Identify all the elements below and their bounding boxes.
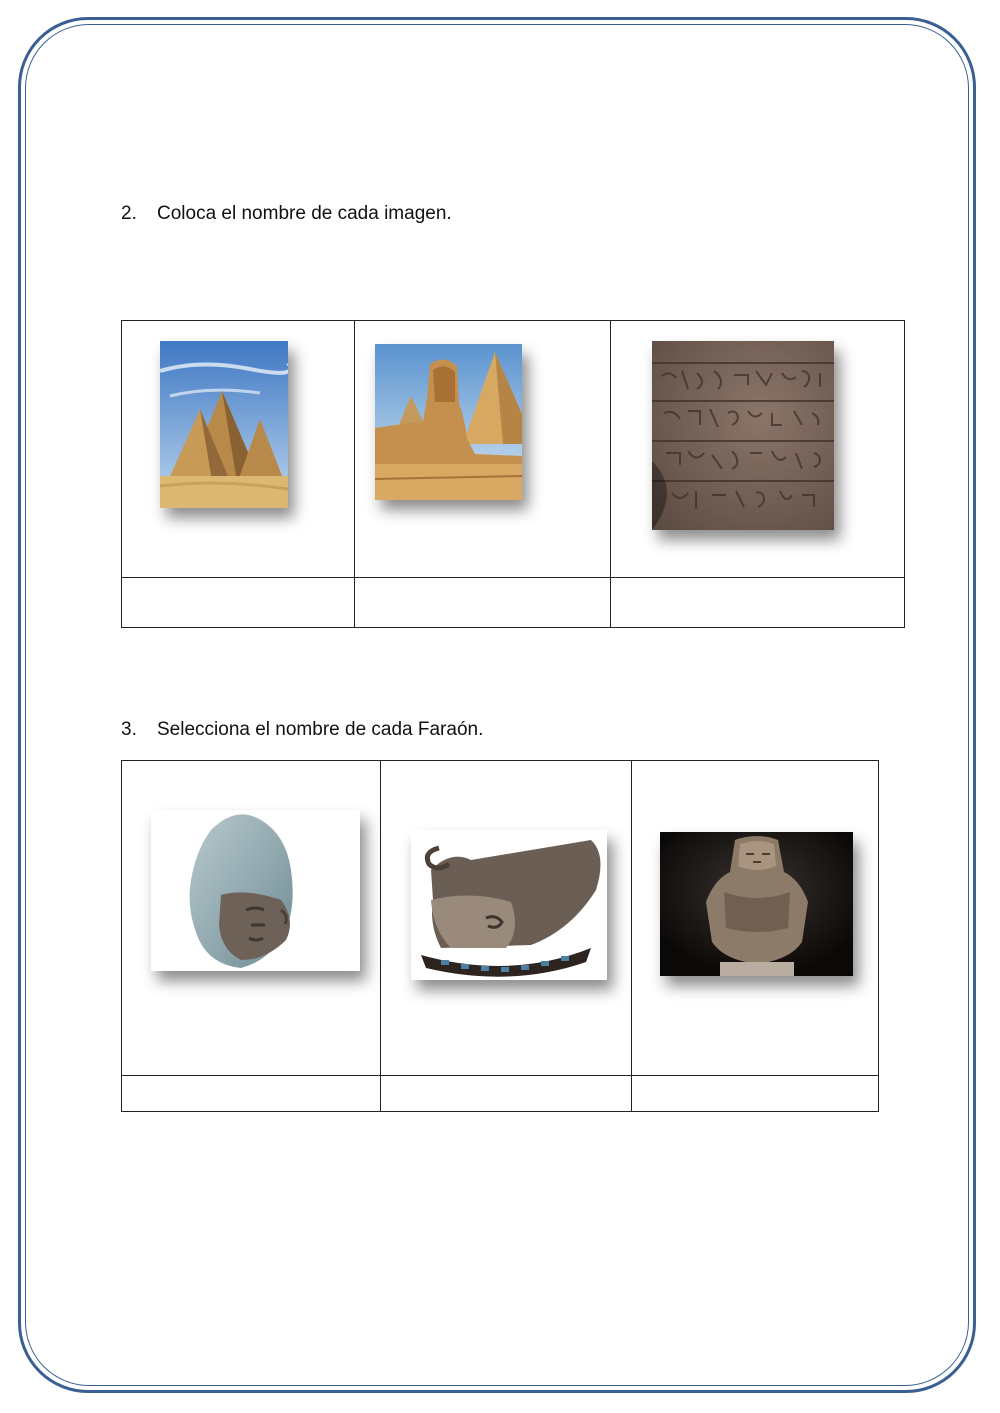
pharaoh-answer-box-1[interactable] (122, 1076, 381, 1112)
question-3 (121, 719, 483, 741)
hieroglyphs-icon (652, 341, 834, 530)
question-3-number: 3. (121, 719, 137, 740)
pharaoh-crown-icon (411, 830, 607, 980)
pharaoh-cell-2 (381, 761, 632, 1076)
answer-box-1[interactable] (122, 578, 355, 628)
question-2-text: Coloca el nombre de cada imagen. (157, 203, 452, 224)
image-cell-2 (355, 321, 611, 578)
image-table-pharaohs (121, 760, 879, 1112)
page-border-inner (25, 24, 969, 1386)
question-2-number: 2. (121, 203, 137, 224)
pharaoh-answer-box-3[interactable] (632, 1076, 879, 1112)
pharaoh-cell-1 (122, 761, 381, 1076)
question-3-text: Selecciona el nombre de cada Faraón. (157, 719, 484, 740)
answer-box-3[interactable] (611, 578, 905, 628)
image-cell-1 (122, 321, 355, 578)
pyramids-icon (160, 341, 288, 508)
pharaoh-head-icon (151, 810, 360, 971)
image-cell-3 (611, 321, 905, 578)
sphinx-icon (375, 344, 522, 500)
pharaoh-answer-box-2[interactable] (381, 1076, 632, 1112)
image-table-monuments (121, 320, 905, 628)
answer-box-2[interactable] (355, 578, 611, 628)
pharaoh-cell-3 (632, 761, 879, 1076)
question-2 (121, 203, 452, 225)
pharaoh-statue-icon (660, 832, 853, 976)
